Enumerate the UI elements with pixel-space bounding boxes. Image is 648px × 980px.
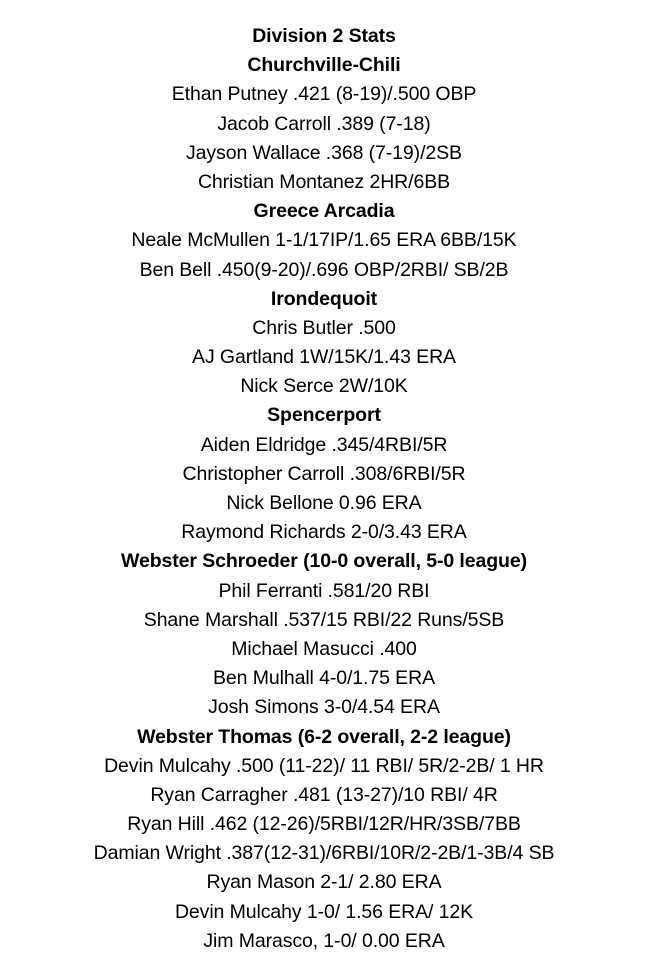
team-section-webster-thomas xyxy=(0,723,648,957)
player-stat-line: Josh Simons 3-0/4.54 ERA xyxy=(208,696,440,719)
team-heading: Spencerport xyxy=(267,404,381,427)
team-section-greece-arcadia xyxy=(0,197,648,285)
player-stat-line: Jayson Wallace .368 (7-19)/2SB xyxy=(186,141,462,164)
team-heading: Webster Schroeder (10-0 overall, 5-0 league) xyxy=(121,550,527,573)
player-stat-line: Ryan Mason 2-1/ 2.80 ERA xyxy=(206,871,442,894)
player-stat-line: Christian Montanez 2HR/6BB xyxy=(197,170,451,193)
team-heading: Irondequoit xyxy=(270,287,378,310)
player-stat-line: Jacob Carroll .389 (7-18) xyxy=(217,112,431,135)
player-stat-line: Chris Butler .500 xyxy=(252,316,396,339)
player-stat-line: Ryan Carragher .481 (13-27)/10 RBI/ 4R xyxy=(150,783,498,806)
team-heading: Greece Arcadia xyxy=(253,200,395,223)
player-stat-line: Ben Bell .450(9-20)/.696 OBP/2RBI/ SB/2B xyxy=(139,258,509,281)
player-stat-line: AJ Gartland 1W/15K/1.43 ERA xyxy=(192,346,456,369)
player-stat-line: Raymond Richards 2-0/3.43 ERA xyxy=(181,521,467,544)
team-section-churchville-chili xyxy=(0,51,648,197)
player-stat-line: Aiden Eldridge .345/4RBI/5R xyxy=(200,433,448,456)
stats-document xyxy=(0,22,648,956)
player-stat-line: Christopher Carroll .308/6RBI/5R xyxy=(182,462,466,485)
player-stat-line: Devin Mulcahy .500 (11-22)/ 11 RBI/ 5R/2-2B/ 1 HR xyxy=(104,754,544,777)
player-stat-line: Ethan Putney .421 (8-19)/.500 OBP xyxy=(171,83,477,106)
player-stat-line: Neale McMullen 1-1/17IP/1.65 ERA 6BB/15K xyxy=(131,229,517,252)
team-section-irondequoit xyxy=(0,285,648,402)
player-stat-line: Devin Mulcahy 1-0/ 1.56 ERA/ 12K xyxy=(174,900,474,923)
team-section-spencerport xyxy=(0,401,648,547)
team-section-webster-schroeder xyxy=(0,547,648,722)
player-stat-line: Shane Marshall .537/15 RBI/22 Runs/5SB xyxy=(143,608,505,631)
player-stat-line: Ben Mulhall 4-0/1.75 ERA xyxy=(213,667,435,690)
player-stat-line: Ryan Hill .462 (12-26)/5RBI/12R/HR/3SB/7BB xyxy=(127,813,521,836)
player-stat-line: Nick Bellone 0.96 ERA xyxy=(226,492,422,514)
document-title: Division 2 Stats xyxy=(252,25,396,47)
team-heading: Webster Thomas (6-2 overall, 2-2 league) xyxy=(137,725,511,748)
player-stat-line: Michael Masucci .400 xyxy=(231,637,417,660)
player-stat-line: Phil Ferranti .581/20 RBI xyxy=(218,579,430,602)
player-stat-line: Nick Serce 2W/10K xyxy=(240,375,408,398)
team-heading: Churchville-Chili xyxy=(247,54,401,77)
player-stat-line: Jim Marasco, 1-0/ 0.00 ERA xyxy=(203,929,445,952)
player-stat-line: Damian Wright .387(12-31)/6RBI/10R/2-2B/1-3B/4 SB xyxy=(93,842,555,865)
